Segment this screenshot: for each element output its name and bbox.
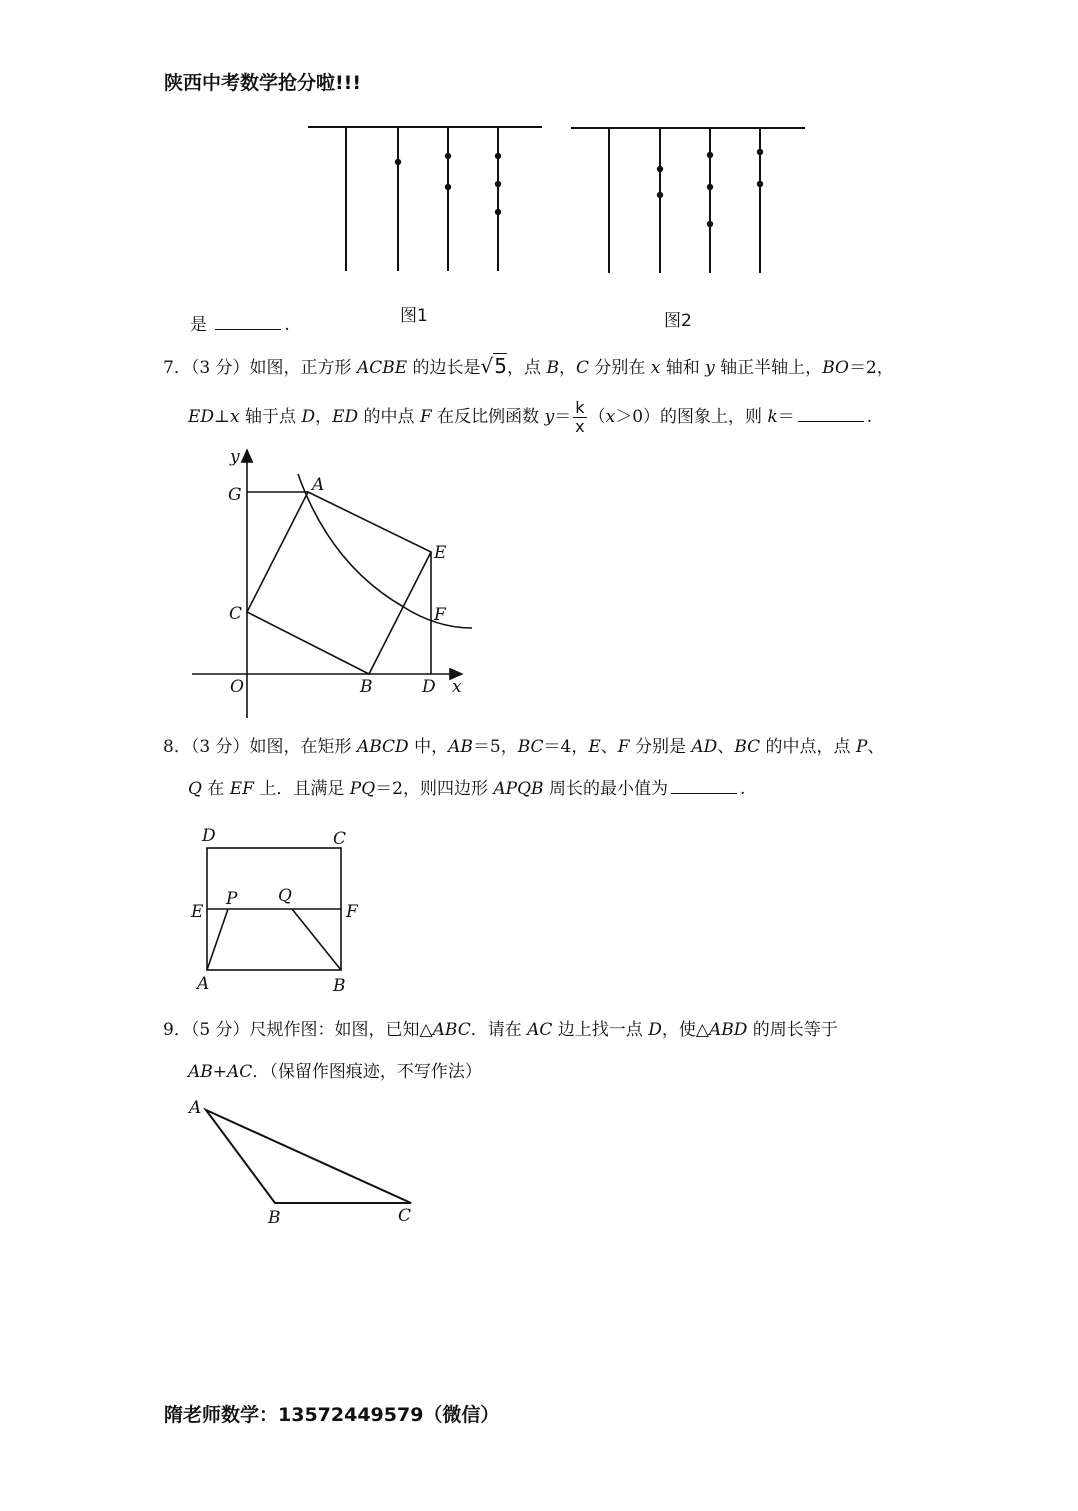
q6-figure-1	[308, 127, 542, 271]
q6-fig2-caption: 图2	[664, 311, 692, 331]
label-P: P	[226, 889, 238, 909]
label-E: E	[191, 902, 204, 922]
q7-line-2: ED⊥x 轴于点 D，ED 的中点 F 在反比例函数 y＝ $\frac{k}{x}$ （x＞0）的图象上，则 k＝ .	[188, 398, 873, 436]
segment-QB	[292, 909, 341, 970]
q9-figure	[184, 1092, 424, 1232]
q6-answer-blank[interactable]	[215, 315, 281, 330]
label-A: A	[312, 475, 325, 495]
q6-answer-line	[190, 314, 290, 336]
label-C: C	[333, 829, 347, 849]
label-B: B	[268, 1208, 281, 1228]
label-G: G	[228, 485, 242, 505]
label-D: D	[422, 677, 436, 697]
triangle-ABC	[206, 1110, 411, 1203]
label-O: O	[230, 677, 244, 697]
q8-line-1: 8．（3 分）如图，在矩形 ABCD 中，AB＝5，BC＝4，E、F 分别是 AD、BC 的中点，点 P、	[163, 737, 885, 757]
q8-figure	[186, 822, 366, 998]
q6-fig1-caption: 图1	[400, 306, 428, 326]
q7-answer-blank[interactable]	[798, 407, 864, 422]
label-A: A	[189, 1098, 202, 1118]
label-E: E	[434, 543, 447, 563]
label-F: F	[434, 605, 446, 625]
page-header-title: 陕西中考数学抢分啦!!!	[164, 72, 361, 94]
label-Q: Q	[278, 886, 292, 906]
q7-line-1: 7．（3 分）如图，正方形 ACBE 的边长是√5，点 B，C 分别在 x 轴和 y 轴正半轴上，BO＝2，	[163, 354, 894, 378]
label-y: y	[230, 447, 240, 467]
label-B: B	[333, 976, 346, 996]
label-A: A	[197, 974, 210, 994]
q6-figure-2	[571, 128, 805, 273]
fraction-k-over-x: $\frac{k}{x}$	[575, 398, 585, 436]
label-F: F	[346, 902, 358, 922]
label-D: D	[202, 826, 216, 846]
page-footer-contact: 隋老师数学：13572449579（微信）	[164, 1404, 500, 1426]
q7-figure	[190, 444, 480, 724]
segment-AP	[207, 909, 228, 970]
q6-tail-end: .	[284, 315, 290, 335]
q8-line-2: Q 在 EF 上．且满足 PQ＝2，则四边形 APQB 周长的最小值为 .	[188, 779, 746, 799]
label-x: x	[452, 677, 462, 697]
square-ACBE	[247, 492, 431, 674]
q9-line-1: 9．（5 分）尺规作图：如图，已知△ABC．请在 AC 边上找一点 D，使△ABD 的周长等于	[163, 1020, 838, 1040]
label-C: C	[398, 1206, 412, 1226]
q9-line-2: AB+AC．（保留作图痕迹，不写作法）	[188, 1062, 482, 1082]
q8-answer-blank[interactable]	[671, 779, 737, 794]
label-B: B	[360, 677, 373, 697]
sqrt-symbol: √5	[480, 354, 508, 378]
q6-figures	[300, 118, 820, 338]
q6-tail-text: 是	[190, 315, 207, 335]
label-C: C	[229, 604, 243, 624]
